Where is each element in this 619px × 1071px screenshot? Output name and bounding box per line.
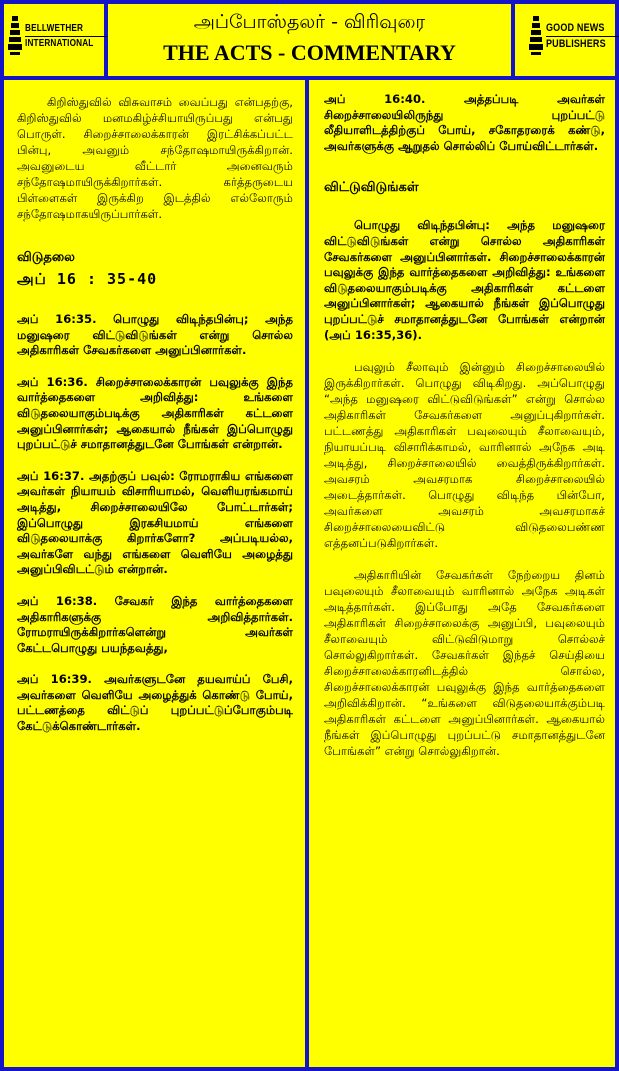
title-tamil: அப்போஸ்தலர் - விரிவுரை	[193, 11, 426, 33]
verse-16-40: அப் 16:40. அத்தப்படி அவர்கள் சிறைச்சாலையிலிருந்து புறப்பட்டு லீதியாளிடத்திற்குப் போய், சகோதரரைக் கண்டு, அவர்களுக்கு ஆறுதல் சொல்லிப் போய்விட்டார்கள்.	[324, 92, 605, 153]
left-logo-line-1: BELLWETHER	[25, 22, 84, 34]
scripture-quote: பொழுது விடிந்தபின்பு: அந்த மனுஷரை விட்டுவிடுங்கள் என்று சொல்ல அதிகாரிகள் சேவகர்களை அனுப்பினார்கள். சிறைச்சாலைக்காரன் பவுலுக்கு இந்த வார்த்தைகளை அறிவித்து: உங்களை விடுதலையாகும்படிக்கு அதிகாரிகள் கட்டளை அனுப்பினார்கள்; ஆகையால் நீங்கள் இப்பொழுது புறப்பட்டுச் சமாதானத்துடனே போங்கள் என்றான் (அப் 16:35,36).	[324, 218, 605, 342]
verse-16-36: அப் 16:36. சிறைச்சாலைக்காரன் பவுலுக்கு இந்த வார்த்தைகளை அறிவித்து: உங்களை விடுதலையாகும்படிக்கு அதிகாரிகள் கட்டளை அனுப்பினார்கள்; ஆகையால் நீங்கள் இப்பொழுது புறப்பட்டுச் சமாதானத்துடனே போங்கள் என்றான்.	[17, 374, 293, 452]
left-logo-line-2: INTERNATIONAL	[25, 37, 94, 49]
commentary-paragraph-1: பவுலும் சீலாவும் இன்னும் சிறைச்சாலையில் இருக்கிறார்கள். பொழுது விடிகிறது. அப்பொழுது “அந்த மனுஷரை விட்டுவிடுங்கள்” என்று சொல்ல அதிகாரிகள் சேவகர்களை அனுப்புகிறார்கள். பட்டணத்து அதிகாரிகள் பவுலையும் சீலாவையும், நியாயப்படி விசாரிக்காமல், வாரினால் அநேக அடி அடித்து, சிறைச்சாலையில் வைத்திருக்கிறார்கள். அவசரம் அவசரமாக சிறைச்சாலையில் அடைத்தார்கள். பொழுது விடிந்த பின்போ, அவர்களை அவசரம் அவசரமாகச் சிறைச்சாலையைவிட்டு விடுதலைபண்ண எத்தனப்படுகிறார்கள்.	[324, 360, 605, 551]
commentary-paragraph-2: அதிகாரியின் சேவகர்கள் நேற்றைய தினம் பவுலையும் சீலாவையும் வாரினால் அநேக அடிகள் அடித்தார்கள். இப்போது அதே சேவகர்களை அதிகாரிகள் சிறைச்சாலைக்கு அனுப்பி, பவுலையும் சீலாவையும் விட்டுவிடுமாறு சொல்லச் சொல்லுகிறார்கள். சேவகர்கள் இந்தச் செய்தியை சிறைச்சாலைக்காரனிடத்தில் சொல்ல, சிறைச்சாலைக்காரன் பவுலுக்கு இந்த வார்த்தைகளை அறிவிக்கிறான். “உங்களை விடுதலையாக்கும்படி அதிகாரிகள் கட்டளை அனுப்பினார்கள். ஆகையால் நீங்கள் இப்பொழுது புறப்பட்டு சமாதானத்துடனே போங்கள்” என்று சொல்லுகிறான்.	[324, 568, 605, 759]
header	[0, 0, 619, 80]
title-block	[108, 0, 511, 76]
right-column	[313, 80, 615, 1071]
good-news-logo	[511, 0, 619, 80]
logo-divider	[25, 36, 107, 37]
verse-16-38: அப் 16:38. சேவகர் இந்த வார்த்தைகளை அதிகாரிகளுக்கு அறிவித்தார்கள். ரோமராயிருக்கிறார்களென்று அவர்கள் கேட்டபொழுது பயந்தவத்து,	[17, 593, 293, 655]
verse-16-35: அப் 16:35. பொழுது விடிந்தபின்பு; அந்த மனுஷரை விட்டுவிடுங்கள் என்று சொல்ல அதிகாரிகள் சேவகர்களை அனுப்பினார்கள்.	[17, 312, 293, 358]
right-logo-line-2: PUBLISHERS	[546, 37, 606, 50]
verse-16-39: அப் 16:39. அவர்களுடனே தயவாய்ப் பேசி, அவர்களை வெளியே அழைத்துக் கொண்டு போய், பட்டணத்தை விட்டுப் புறப்பட்டுப்போகும்படி கேட்டுக்கொண்டார்கள்.	[17, 672, 293, 734]
book-stack-icon	[8, 14, 22, 58]
logo-divider	[546, 36, 619, 37]
left-column	[4, 80, 309, 1071]
verse-16-37: அப் 16:37. அதற்குப் பவுல்: ரோமராகிய எங்களை அவர்கள் நியாயம் விசாரியாமல், வெளியரங்கமாய் அடித்து, சிறைச்சாலையிலே போட்டார்கள்; இப்பொழுது இரகசியமாய் எங்களை விடுதலையாக்கு கிறார்களோ? அப்படியல்ல, அவர்களே வந்து எங்களை வெளியே அழைத்து அனுப்பிவிடட்டும் என்றான்.	[17, 468, 293, 577]
title-english: THE ACTS - COMMENTARY	[163, 40, 456, 65]
right-logo-line-1: GOOD NEWS	[546, 21, 605, 34]
section-title-release: விடுதலை	[17, 250, 75, 265]
section-reference: அப் 16 : 35-40	[17, 270, 158, 288]
book-stack-icon	[529, 14, 543, 58]
section-title-let-go: விட்டுவிடுங்கள்	[324, 180, 419, 196]
bellwether-logo	[0, 0, 108, 80]
intro-paragraph: கிறிஸ்துவில் விசுவாசம் வைப்பது என்பதற்கு, கிறிஸ்துவில் மனமகிழ்ச்சியாயிருப்பது என்பது பொருள். சிறைச்சாலைக்காரன் இரட்சிக்கப்பட்ட பின்பு, அவனும் சந்தோஷமாயிருக்கிறான். அவனுடைய வீட்டார் அனைவரும் சந்தோஷமாயிருக்கிறார்கள். கர்த்தருடைய பிள்ளைகள் இருக்கிற இடத்தில் எல்லோரும் சந்தோஷமாகயிருப்பார்கள்.	[17, 95, 293, 221]
